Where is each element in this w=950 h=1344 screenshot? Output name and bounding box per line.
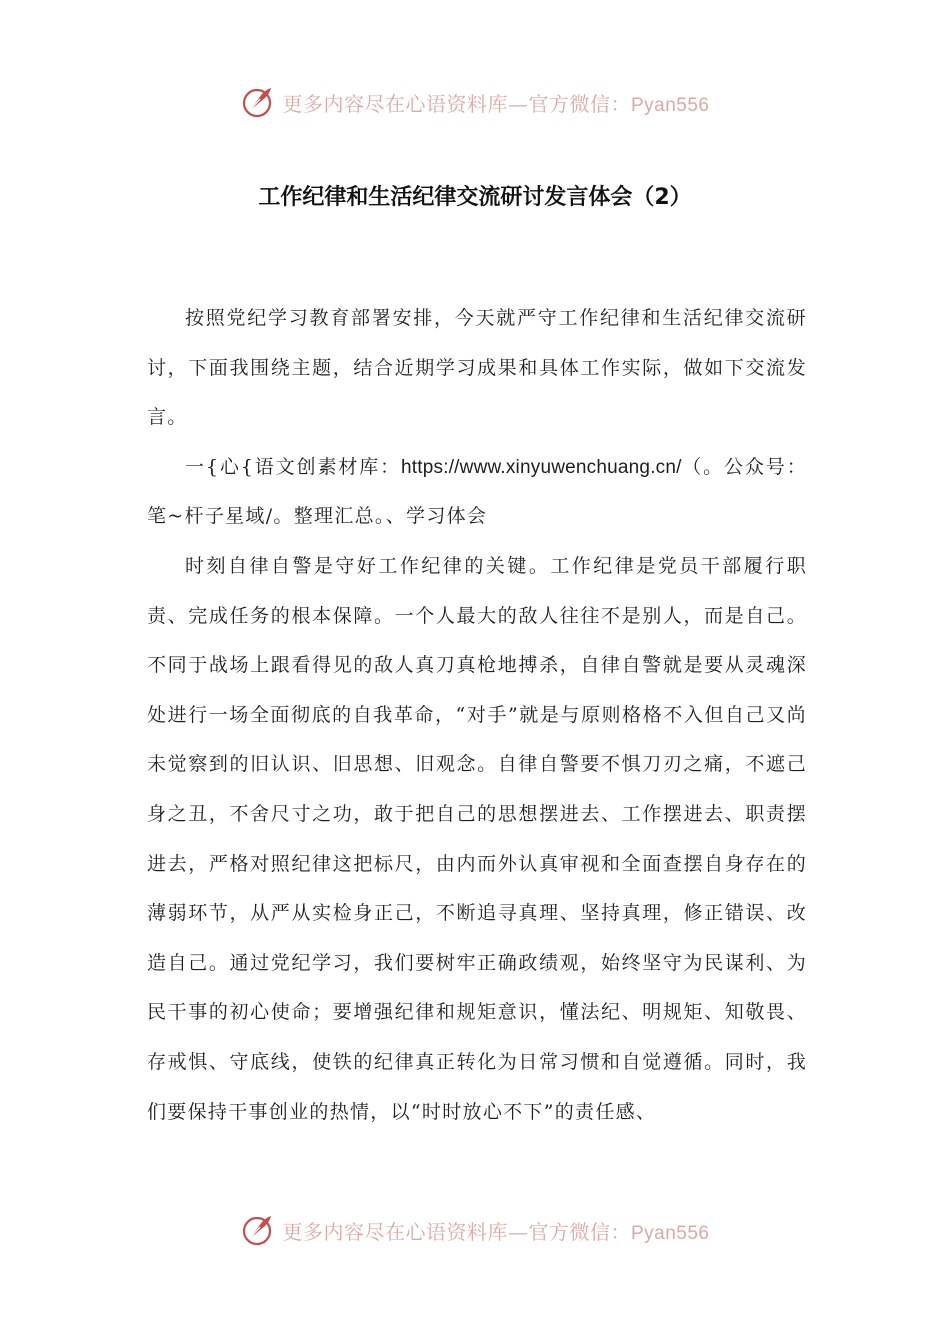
watermark-wechat-id: Pyan556 xyxy=(630,94,710,116)
watermark-wechat-id: Pyan556 xyxy=(630,1222,710,1244)
paragraph-source-note: 一{心{语文创素材库：https://www.xinyuwenchuang.cn/（。公众号：笔~杆子星域/。整理汇总。、学习体会 xyxy=(147,455,807,528)
paragraph-intro: 按照党纪学习教育部署安排，今天就严守工作纪律和生活纪律交流研讨，下面我围绕主题，结合近期学习成果和具体工作实际，做如下交流发言。 xyxy=(147,307,807,429)
document-body xyxy=(147,294,807,1137)
source-url-text: https://www.xinyuwenchuang.cn/ xyxy=(401,456,682,478)
watermark-text: 更多内容尽在心语资料库—官方微信：Pyan556 xyxy=(282,91,710,116)
watermark-text: 更多内容尽在心语资料库—官方微信：Pyan556 xyxy=(282,1219,710,1244)
quill-pen-logo-icon xyxy=(240,84,276,120)
footer-watermark xyxy=(0,1208,950,1252)
header-watermark xyxy=(0,80,950,124)
document-title: 工作纪律和生活纪律交流研讨发言体会（2） xyxy=(258,185,692,210)
quill-pen-logo-icon xyxy=(240,1212,276,1248)
paragraph-self-discipline: 时刻自律自警是守好工作纪律的关键。工作纪律是党员干部履行职责、完成任务的根本保障。一个人最大的敌人往往不是别人，而是自己。不同于战场上跟看得见的敌人真刀真枪地搏杀，自律自警就是要从灵魂深处进行一场全面彻底的自我革命，“对手”就是与原则格格不入但自己又尚未觉察到的旧认识、旧思想、旧观念。自律自警要不惧刀刃之痛，不遮己身之丑，不舍尺寸之功，敢于把自己的思想摆进去、工作摆进去、职责摆进去，严格对照纪律这把标尺，由内而外认真审视和全面查摆自身存在的薄弱环节，从严从实检身正己，不断追寻真理、坚持真理，修正错误、改造自己。通过党纪学习，我们要树牢正确政绩观，始终坚守为民谋利、为民干事的初心使命；要增强纪律和规矩意识，懂法纪、明规矩、知敬畏、存戒惧、守底线，使铁的纪律真正转化为日常习惯和自觉遵循。同时，我们要保持干事创业的热情，以“时时放心不下”的责任感、 xyxy=(147,554,807,1123)
